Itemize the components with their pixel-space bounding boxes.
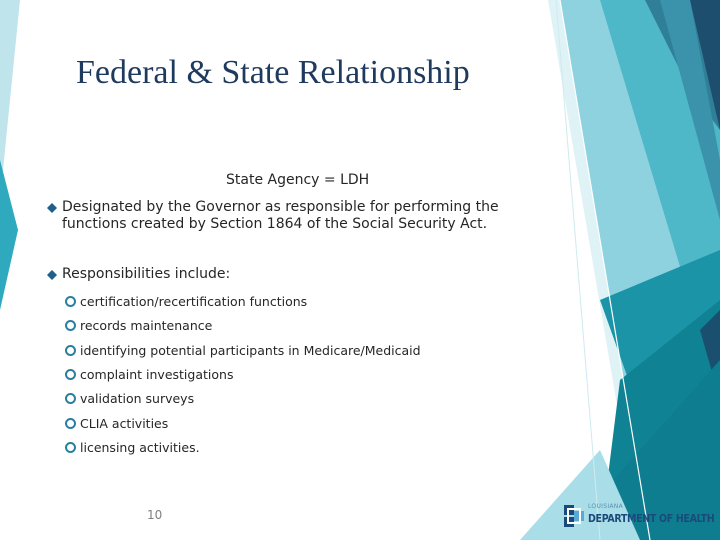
- circle-outline-icon: [64, 368, 77, 381]
- logo-department-text: DEPARTMENT OF HEALTH: [588, 513, 715, 525]
- circle-outline-icon: [64, 441, 77, 454]
- bullet-responsibilities-text: Responsibilities include:: [62, 266, 231, 282]
- ldh-logo: [562, 503, 716, 533]
- bullet-responsibilities: [46, 266, 516, 283]
- diamond-icon: [46, 266, 60, 283]
- diamond-icon: [46, 199, 60, 216]
- bullet-designated: [46, 199, 516, 233]
- sub-bullet-records: [64, 317, 212, 335]
- page-number: 10: [147, 508, 163, 522]
- sub-bullet-validation: [64, 390, 194, 408]
- circle-outline-icon: [64, 344, 77, 357]
- slide-title: Federal & State Relationship: [76, 54, 470, 91]
- ldh-logo-icon: [562, 503, 586, 531]
- sub-bullet-complaint: [64, 366, 233, 384]
- circle-outline-icon: [64, 417, 77, 430]
- sub-bullet-text: records maintenance: [80, 318, 213, 333]
- sub-bullet-licensing: [64, 439, 200, 457]
- bullet-designated-text: Designated by the Governor as responsible for performing the functions created by Section 1864 of the Social Security Act.: [62, 199, 499, 232]
- circle-outline-icon: [64, 392, 77, 405]
- circle-outline-icon: [64, 319, 77, 332]
- sub-bullet-identifying: [64, 342, 421, 360]
- logo-state-text: LOUISIANA: [588, 503, 623, 510]
- circle-outline-icon: [64, 295, 77, 308]
- sub-bullet-text: identifying potential participants in Medicare/Medicaid: [80, 343, 421, 358]
- sub-bullet-text: licensing activities.: [80, 440, 200, 455]
- state-agency-subheading: State Agency = LDH: [226, 172, 370, 188]
- sub-bullet-text: validation surveys: [80, 391, 195, 406]
- sub-bullet-clia: [64, 415, 168, 433]
- sub-bullet-text: complaint investigations: [80, 367, 234, 382]
- sub-bullet-certification: [64, 293, 307, 311]
- sub-bullet-text: CLIA activities: [80, 416, 169, 431]
- sub-bullet-text: certification/recertification functions: [80, 294, 308, 309]
